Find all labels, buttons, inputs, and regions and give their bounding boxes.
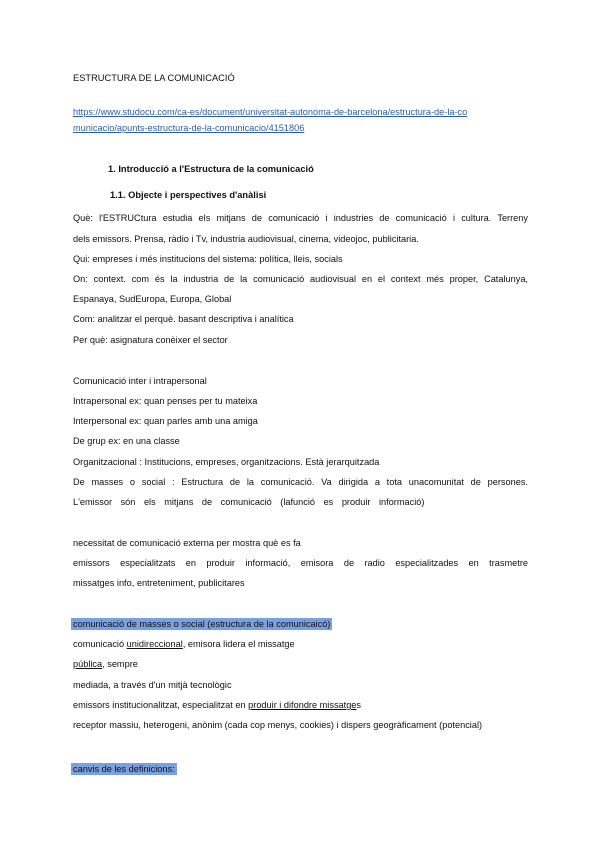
paragraph-qui: Qui: empreses i més institucions del sistema: política, lleis, socials — [73, 254, 343, 264]
list-item: Interpersonal ex: quan parles amb una amiga — [73, 416, 258, 426]
list-item: Organitzacional : Institucions, empreses, organitzacions. Està jerarquitzada — [73, 457, 380, 467]
paragraph-com: Com: analitzar el perquè. basant descriptiva i analítica — [73, 314, 294, 324]
paragraph-emissors-line1: emissors especialitzats en produir informació, emisora de radio especialitzades en trasmetre — [73, 558, 528, 568]
underlined-term: produir i difondre missatge — [248, 700, 357, 710]
paragraph-perque: Per què: asignatura conèixer el sector — [73, 335, 228, 345]
text-fragment: , sempre — [102, 659, 138, 669]
subsection-heading: 1.1. Objecte i perspectives d'anàlisi — [110, 190, 267, 200]
underlined-term: unidireccional — [126, 639, 183, 649]
highlight-text: canvis de les definicions: — [73, 764, 175, 774]
doc-title: ESTRUCTURA DE LA COMUNICACIÓ — [73, 73, 235, 83]
highlighted-heading — [73, 618, 332, 630]
paragraph-on-line1: On: context. com és la industria de la comunicació audiovisual en el context més proper, Catalunya, — [73, 274, 528, 284]
text-fragment: comunicació — [73, 639, 127, 649]
text-fragment: emissors institucionalitzat, especialitzat en — [73, 700, 249, 710]
list-item-publica — [73, 658, 138, 670]
list-item-institucionalitzat — [73, 699, 361, 711]
list-item: De grup ex: en una classe — [73, 436, 180, 446]
list-item-receptor: receptor massiu, heterogeni, anònim (cada cop menys, cookies) i dispers geogràficament (potencial) — [73, 720, 483, 730]
text-fragment: s — [356, 700, 362, 710]
inter-title: Comunicació inter i intrapersonal — [73, 376, 207, 386]
paragraph-emissors-line2: missatges info, entreteniment, publicitares — [73, 578, 245, 588]
section-heading: 1. Introducció a l'Estructura de la comunicació — [108, 164, 314, 174]
list-item: Intrapersonal ex: quan penses per tu mateixa — [73, 396, 258, 406]
paragraph-que-line2: dels emissors. Prensa, ràdio i Tv, industria audiovisual, cinema, videojoc, publicitaria. — [73, 234, 419, 244]
source-link-line2[interactable]: municacio/apunts-estructura-de-la-comunicacio/4151806 — [73, 123, 305, 133]
highlighted-heading-2 — [73, 763, 177, 775]
paragraph-on-line2: Espanaya, SudEuropa, Europa, Global — [73, 294, 232, 304]
list-item-masses-line2: L'emissor són els mitjans de comunicació (lafunció es produir informació) — [73, 497, 425, 507]
paragraph-que-line1: Què: l'ESTRUCtura estudia els mitjans de comunicació i industries de comunicació i cultura. Terreny — [73, 213, 528, 223]
text-fragment: , emisora lidera el missatge — [182, 639, 295, 649]
list-item-unidireccional — [73, 638, 295, 650]
paragraph-necessitat: necessitat de comunicació externa per mostra què es fa — [73, 538, 301, 548]
highlight-text: comunicació de masses o social (estructura de la comunicaicó) — [73, 619, 331, 629]
list-item-masses-line1: De masses o social : Estructura de la comunicació. Va dirigida a tota unacomunitat de persones. — [73, 477, 528, 487]
underlined-term: pública — [73, 659, 103, 669]
list-item-mediada: mediada, a través d'un mitjà tecnològic — [73, 680, 232, 690]
source-link-line1[interactable]: https://www.studocu.com/ca-es/document/universitat-autonoma-de-barcelona/estructura-de-la-co — [73, 107, 468, 117]
